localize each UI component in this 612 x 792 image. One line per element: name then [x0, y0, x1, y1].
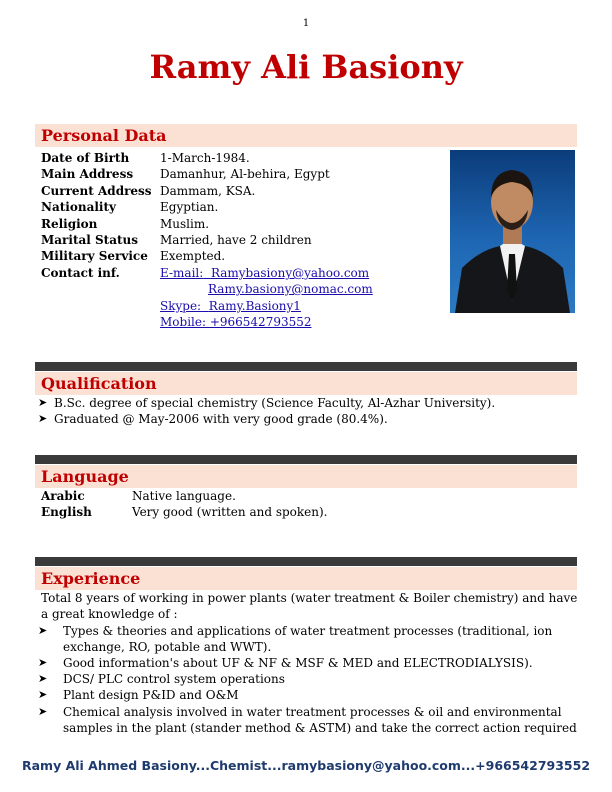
- experience-item: Types & theories and applications of water treatment processes (traditional, ion: [63, 624, 553, 638]
- experience-intro: a great knowledge of :: [41, 607, 178, 621]
- language-name: English: [41, 505, 92, 519]
- section-header-qualification: Qualification: [35, 372, 577, 395]
- language-level: Native language.: [132, 489, 236, 503]
- address-label: Main Address: [41, 167, 134, 181]
- section-header-language: Language: [35, 465, 577, 488]
- bullet-arrow-icon: ➤: [38, 705, 48, 718]
- language-level: Very good (written and spoken).: [132, 505, 328, 519]
- experience-item-cont: samples in the plant (stander method & ASTM) and take the correct action required: [63, 721, 577, 735]
- marital-value: Married, have 2 children: [160, 233, 312, 247]
- bullet-arrow-icon: ➤: [38, 624, 48, 637]
- dob-value: 1-March-1984.: [160, 151, 250, 165]
- section-divider-language: [35, 455, 577, 464]
- experience-intro: Total 8 years of working in power plants (water treatment & Boiler chemistry) and have: [41, 591, 578, 605]
- experience-item: Chemical analysis involved in water treatment processes & oil and environmental: [63, 705, 562, 719]
- religion-value: Muslim.: [160, 217, 210, 231]
- experience-item: Good information's about UF & NF & MSF & MED and ELECTRODIALYSIS).: [63, 656, 533, 670]
- page-number: 1: [302, 18, 310, 29]
- section-divider-experience: [35, 557, 577, 566]
- email-prefix: E-mail:: [160, 266, 204, 280]
- mobile-link[interactable]: Mobile: +966542793552: [160, 315, 312, 329]
- section-header-experience: Experience: [35, 567, 577, 590]
- footer-contact: Ramy Ali Ahmed Basiony...Chemist...ramybasiony@yahoo.com...+966542793552: [21, 758, 591, 773]
- skype-prefix: Skype:: [160, 299, 202, 313]
- current-address-label: Current Address: [41, 184, 152, 198]
- page-title: Ramy Ali Basiony: [149, 48, 463, 86]
- language-name: Arabic: [41, 489, 85, 503]
- qualification-item: Graduated @ May-2006 with very good grade (80.4%).: [54, 412, 388, 426]
- military-value: Exempted.: [160, 249, 226, 263]
- nationality-value: Egyptian.: [160, 200, 219, 214]
- profile-photo: [450, 150, 575, 313]
- dob-label: Date of Birth: [41, 151, 130, 165]
- bullet-arrow-icon: ➤: [38, 688, 48, 701]
- skype-id: Ramy.Basiony1: [208, 299, 301, 313]
- experience-item: DCS/ PLC control system operations: [63, 672, 285, 686]
- qualification-item: B.Sc. degree of special chemistry (Science Faculty, Al-Azhar University).: [54, 396, 496, 410]
- skype-link[interactable]: [160, 298, 301, 314]
- bullet-arrow-icon: ➤: [38, 656, 48, 669]
- email-link-2[interactable]: Ramy.basiony@nomac.com: [208, 282, 373, 296]
- email-link-1[interactable]: [160, 265, 369, 281]
- section-divider-qualification: [35, 362, 577, 371]
- section-header-personal: Personal Data: [35, 124, 577, 147]
- bullet-arrow-icon: ➤: [38, 672, 48, 685]
- religion-label: Religion: [41, 217, 98, 231]
- address-value: Damanhur, Al-behira, Egypt: [160, 167, 330, 181]
- person-portrait-icon: [450, 150, 575, 313]
- military-label: Military Service: [41, 249, 148, 263]
- nationality-label: Nationality: [41, 200, 116, 214]
- marital-label: Marital Status: [41, 233, 139, 247]
- current-address-value: Dammam, KSA.: [160, 184, 256, 198]
- experience-item: Plant design P&ID and O&M: [63, 688, 239, 702]
- contact-label: Contact inf.: [41, 266, 120, 280]
- email-1: Ramybasiony@yahoo.com: [210, 266, 370, 280]
- experience-item-cont: exchange, RO, potable and WWT).: [63, 640, 272, 654]
- bullet-arrow-icon: ➤: [38, 396, 48, 409]
- bullet-arrow-icon: ➤: [38, 412, 48, 425]
